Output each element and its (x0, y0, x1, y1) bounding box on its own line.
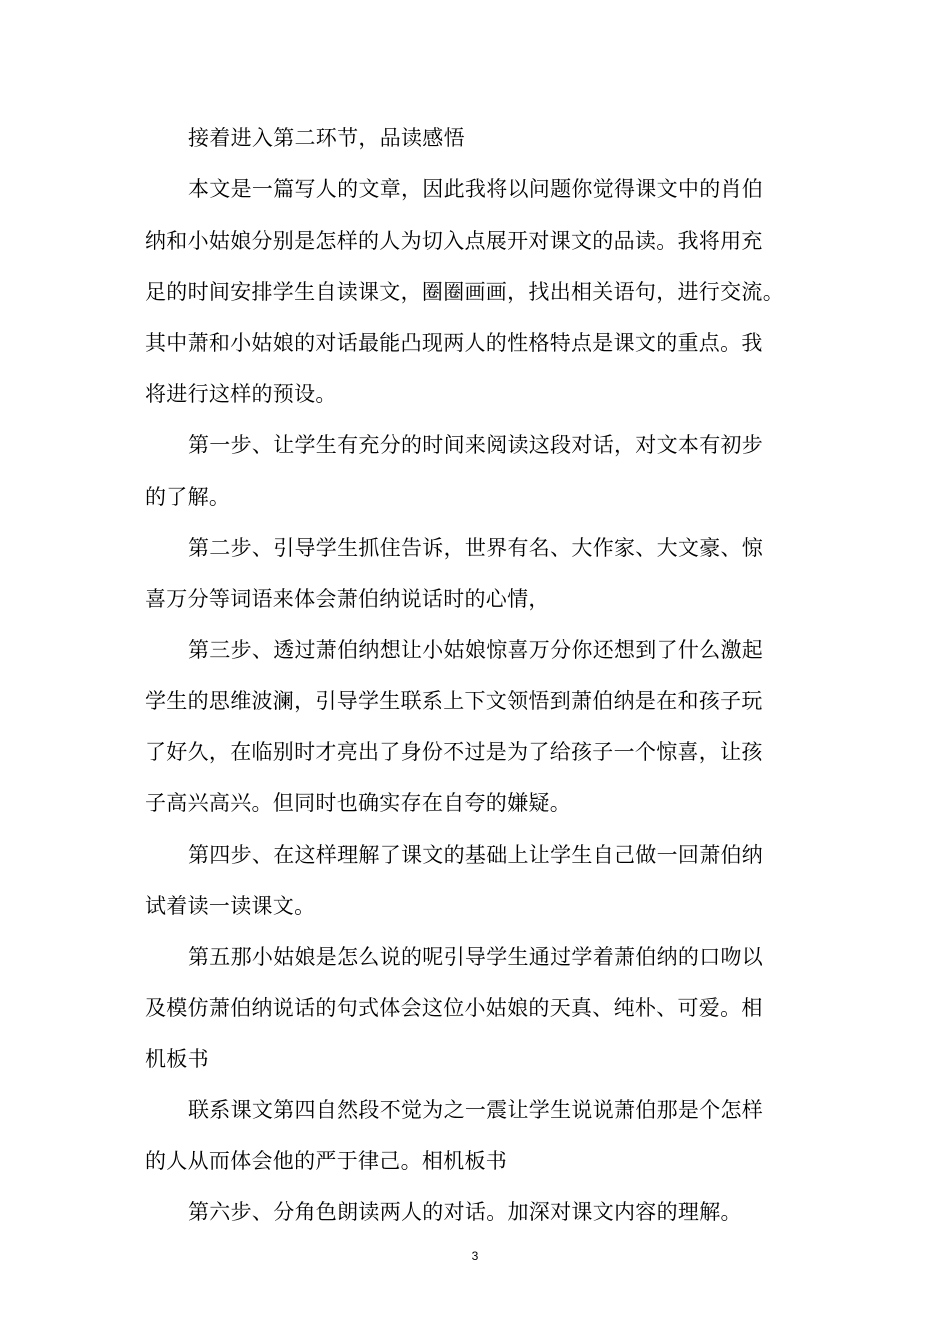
paragraph-line: 纳和小姑娘分别是怎样的人为切入点展开对课文的品读。我将用充 (145, 229, 763, 253)
paragraph-line: 的了解。 (145, 485, 231, 509)
paragraph-line: 的人从而体会他的严于律己。相机板书 (145, 1149, 508, 1173)
paragraph-line: 第三步、透过萧伯纳想让小姑娘惊喜万分你还想到了什么激起 (188, 638, 764, 662)
paragraph-line: 足的时间安排学生自读课文，圈圈画画，找出相关语句，进行交流。 (145, 280, 784, 304)
paragraph-line: 机板书 (145, 1047, 209, 1071)
paragraph-line: 第二步、引导学生抓住告诉，世界有名、大作家、大文豪、惊 (188, 536, 764, 560)
paragraph-line: 了好久，在临别时才亮出了身份不过是为了给孩子一个惊喜，让孩 (145, 740, 763, 764)
paragraph-line: 接着进入第二环节，品读感悟 (188, 126, 465, 150)
paragraph-line: 及模仿萧伯纳说话的句式体会这位小姑娘的天真、纯朴、可爱。相 (145, 996, 763, 1020)
paragraph-line: 将进行这样的预设。 (145, 382, 337, 406)
paragraph-line: 第六步、分角色朗读两人的对话。加深对课文内容的理解。 (188, 1200, 742, 1224)
paragraph-line: 喜万分等词语来体会萧伯纳说话时的心情， (145, 587, 550, 611)
paragraph-line: 第四步、在这样理解了课文的基础上让学生自己做一回萧伯纳 (188, 843, 764, 867)
paragraph-line: 子高兴高兴。但同时也确实存在自夸的嫌疑。 (145, 791, 571, 815)
paragraph-line: 试着读一读课文。 (145, 894, 316, 918)
paragraph-line: 第一步、让学生有充分的时间来阅读这段对话，对文本有初步 (188, 433, 764, 457)
paragraph-line: 学生的思维波澜，引导学生联系上下文领悟到萧伯纳是在和孩子玩 (145, 689, 763, 713)
page-number: 3 (471, 1249, 479, 1263)
paragraph-line: 其中萧和小姑娘的对话最能凸现两人的性格特点是课文的重点。我 (145, 331, 763, 355)
paragraph-line: 本文是一篇写人的文章，因此我将以问题你觉得课文中的肖伯 (188, 177, 764, 201)
paragraph-line: 联系课文第四自然段不觉为之一震让学生说说萧伯那是个怎样 (188, 1098, 764, 1122)
paragraph-line: 第五那小姑娘是怎么说的呢引导学生通过学着萧伯纳的口吻以 (188, 945, 764, 969)
